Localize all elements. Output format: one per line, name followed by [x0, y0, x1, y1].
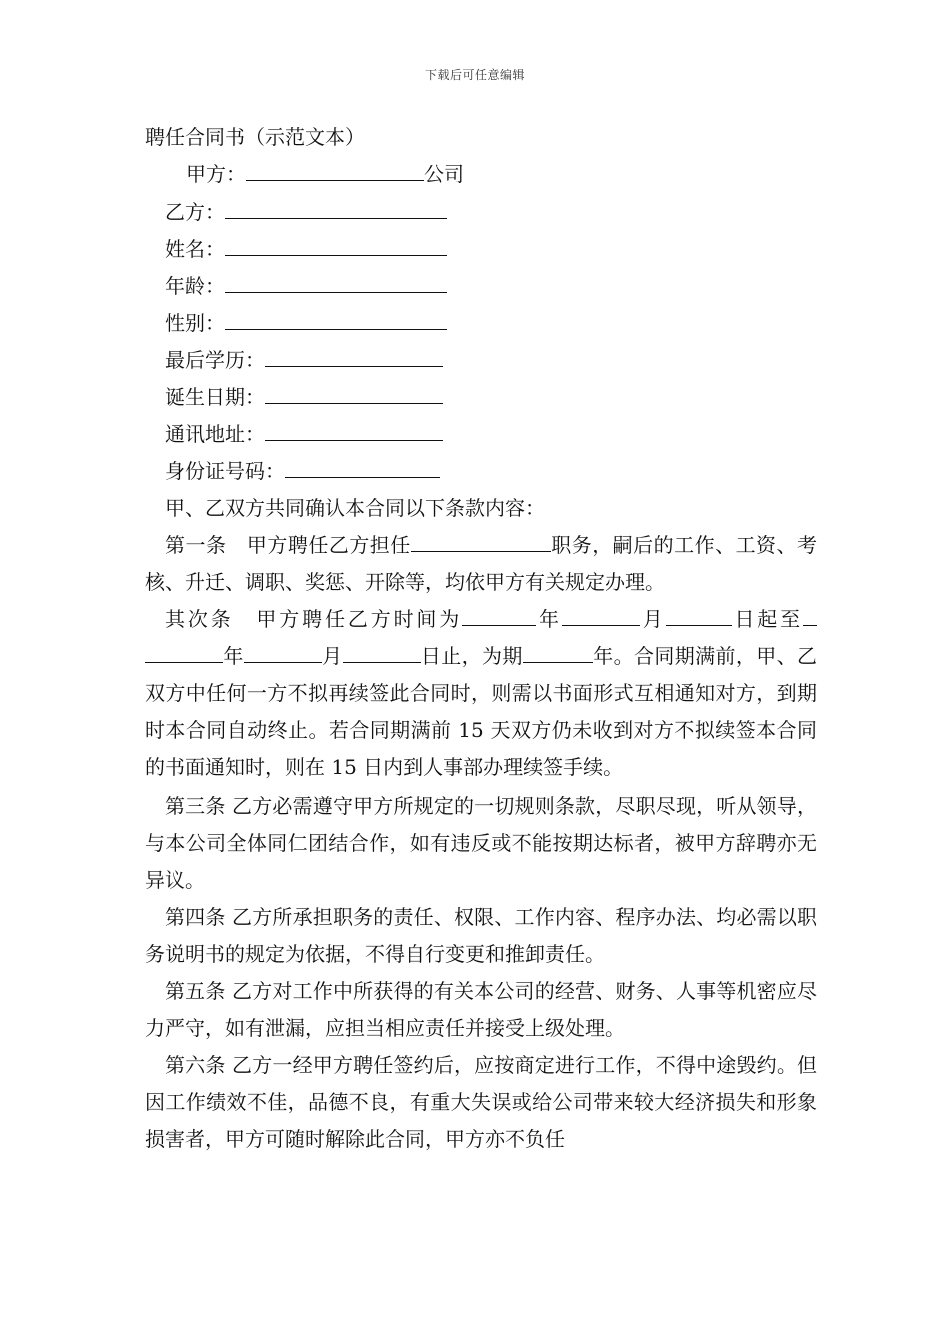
article-5: 第五条 乙方对工作中所获得的有关本公司的经营、财务、人事等机密应尽力严守，如有泄漏，应担当相应责任并接受上级处理。: [145, 979, 817, 1040]
start-day-blank[interactable]: [666, 603, 732, 626]
field-label: 诞生日期：: [165, 385, 265, 409]
intro-paragraph: 甲、乙双方共同确认本合同以下条款内容：: [165, 496, 545, 520]
end-month-blank[interactable]: [244, 640, 322, 663]
field-label: 姓名：: [165, 237, 225, 261]
field-label: 最后学历：: [165, 348, 265, 372]
article-4: 第四条 乙方所承担职务的责任、权限、工作内容、程序办法、均必需以职务说明书的规定为依据，不得自行变更和推卸责任。: [145, 905, 817, 966]
start-month-blank[interactable]: [562, 603, 640, 626]
id-number-blank[interactable]: [285, 457, 440, 478]
party-b-row: [165, 198, 447, 225]
field-label: 乙方：: [165, 200, 225, 224]
document-title: 聘任合同书（示范文本）: [145, 125, 365, 149]
education-row: [165, 346, 443, 373]
field-label: 年龄：: [165, 274, 225, 298]
position-blank[interactable]: [411, 529, 551, 552]
age-row: [165, 272, 447, 299]
article-3: 第三条 乙方必需遵守甲方所规定的一切规则条款，尽职尽现，听从领导，与本公司全体同仁团结合作，如有违反或不能按期达标者，被甲方辞聘亦无异议。: [145, 794, 817, 892]
article-2: 其次条 甲方聘任乙方时间为 年 月 日起至年 月 日止，为期 年。合同期满前，甲、乙双方中任何一方不拟再续签此合同时，则需以书面形式互相通知对方，到期时本合同自动终止。若合同期满前 15 天双方仍未收到对方不拟续签本合同的书面通知时，则在 15 日内到人事部办理续签手续。: [145, 601, 817, 786]
education-blank[interactable]: [265, 346, 443, 367]
name-row: [165, 235, 447, 262]
address-row: [165, 420, 443, 447]
birthdate-row: [165, 383, 443, 410]
end-year-blank[interactable]: [145, 640, 223, 663]
gender-blank[interactable]: [225, 309, 447, 330]
party-a-blank[interactable]: [246, 160, 424, 181]
term-years-blank[interactable]: [523, 640, 593, 663]
article-1: 第一条 甲方聘任乙方担任 职务，嗣后的工作、工资、考核、升迁、调职、奖惩、开除等，均依甲方有关规定办理。: [145, 527, 817, 601]
field-label: 身份证号码：: [165, 459, 285, 483]
birthdate-blank[interactable]: [265, 383, 443, 404]
id-number-row: [165, 457, 440, 484]
end-year-blank-a[interactable]: [803, 603, 817, 626]
start-year-blank[interactable]: [462, 603, 536, 626]
field-label: 性别：: [165, 311, 225, 335]
party-a-row: [186, 160, 464, 187]
gender-row: [165, 309, 447, 336]
address-blank[interactable]: [265, 420, 443, 441]
party-a-suffix: 公司: [424, 162, 464, 186]
page-header-note: 下载后可任意编辑: [424, 68, 525, 82]
contract-body: [145, 490, 817, 1158]
article-6: 第六条 乙方一经甲方聘任签约后，应按商定进行工作，不得中途毁约。但因工作绩效不佳，品德不良，有重大失误或给公司带来较大经济损失和形象损害者，甲方可随时解除此合同，甲方亦不负任: [145, 1053, 817, 1151]
party-a-label: 甲方：: [186, 162, 246, 186]
party-b-blank[interactable]: [225, 198, 447, 219]
age-blank[interactable]: [225, 272, 447, 293]
field-label: 通讯地址：: [165, 422, 265, 446]
end-day-blank[interactable]: [343, 640, 421, 663]
name-blank[interactable]: [225, 235, 447, 256]
